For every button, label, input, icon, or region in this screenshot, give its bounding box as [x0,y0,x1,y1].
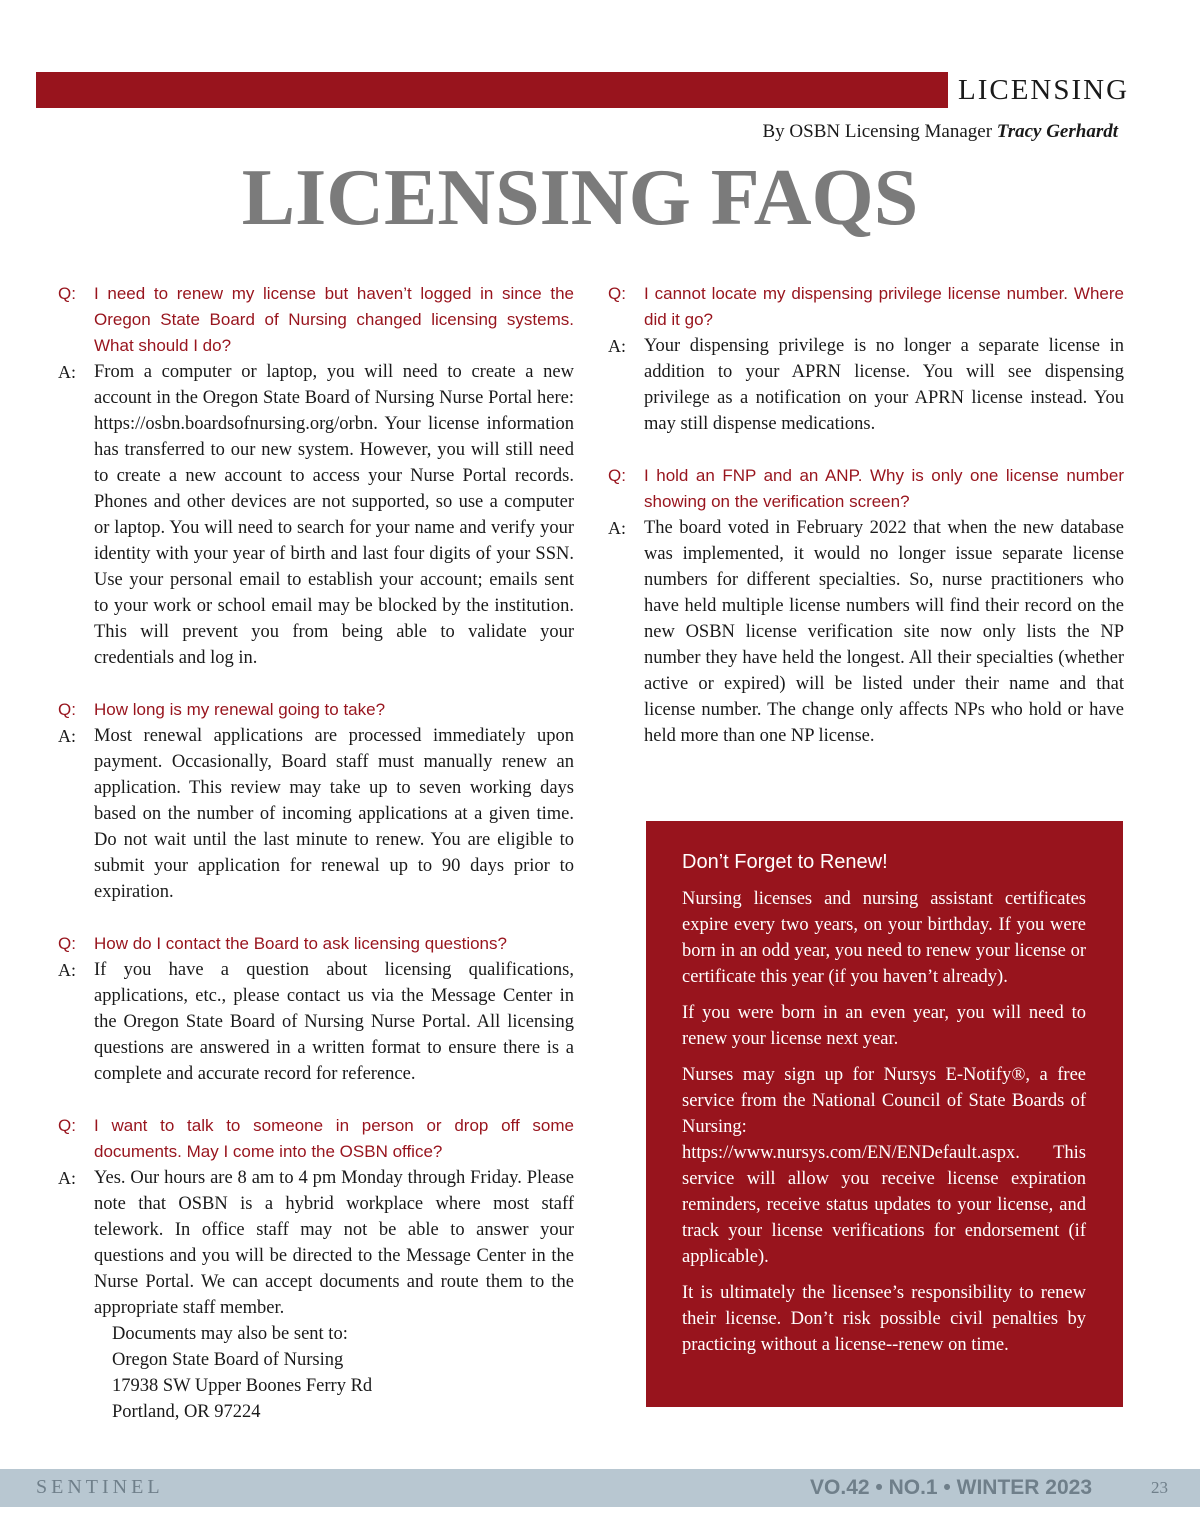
address-line: Portland, OR 97224 [112,1402,261,1422]
answer-text: If you have a question about licensing qualifications, applications, etc., please contact us via the Message Center in the Oregon State Board of Nursing Nurse Portal. All licensing questions are answered in a written format to ensure there is a complete and accurate record for reference. [94,960,574,1084]
question [608,281,1124,333]
question-label: Q: [58,700,76,719]
question [58,931,574,957]
byline-prefix: By OSBN Licensing Manager [762,121,993,142]
answer-label: A: [608,518,626,538]
question-text: I want to talk to someone in person or drop off some documents. May I come into the OSBN office? [94,1116,574,1161]
footer-issue: VO.42 • NO.1 • WINTER 2023 [810,1476,1092,1499]
answer-label: A: [608,336,626,356]
answer-text: The board voted in February 2022 that when the new database was implemented, it would no longer issue separate license numbers for different specialties. So, nurse practitioners who have held multiple license numbers will find their record on the new OSBN license verification site now only lists the NP number they have held the longest. All their specialties (whether active or expired) will be listed under their name and that license number. The change only affects NPs who hold or have held more than one NP license. [644,518,1124,746]
footer-brand: SENTINEL [36,1476,164,1498]
answer [58,957,574,1087]
faq-item [608,281,1124,437]
faq-item [58,1113,574,1425]
box-paragraph: If you were born in an even year, you will need to renew your license next year. [682,1003,1086,1049]
mailing-address [112,1321,574,1425]
answer-text: Yes. Our hours are 8 am to 4 pm Monday through Friday. Please note that OSBN is a hybrid workplace where most staff telework. In office staff may not be able to answer your questions and you will be directed to the Message Center in the Nurse Portal. We can accept documents and route them to the appropriate staff member. [94,1168,574,1318]
question [58,281,574,359]
question-label: Q: [608,466,626,485]
answer-text: Most renewal applications are processed immediately upon payment. Occasionally, Board staff must manually renew an application. This review may take up to seven working days based on the number of incoming applications at a given time. Do not wait until the last minute to renew. You are eligible to submit your application for renewal up to 90 days prior to expiration. [94,726,574,902]
question-text: I hold an FNP and an ANP. Why is only one license number showing on the verification screen? [644,466,1124,511]
question [58,697,574,723]
byline [762,121,1118,143]
left-column [58,281,574,1425]
address-line: Documents may also be sent to: [112,1324,348,1344]
answer [608,515,1124,749]
question-label: Q: [58,934,76,953]
section-label: LICENSING [958,74,1130,106]
header-accent-bar [36,72,948,108]
right-column [608,281,1124,775]
answer-label: A: [58,362,76,382]
answer [58,723,574,905]
question-label: Q: [58,1116,76,1135]
address-line: 17938 SW Upper Boones Ferry Rd [112,1376,373,1396]
question [608,463,1124,515]
renewal-reminder-box [646,821,1123,1407]
answer [58,359,574,671]
answer-text: From a computer or laptop, you will need to create a new account in the Oregon State Board of Nursing Nurse Portal here: https://osbn.boardsofnursing.org/orbn. Your license information has transferred to our new system. However, you will still need to create a new account to access your Nurse Portal records. Phones and other devices are not supported, so use a computer or laptop. You will need to search for your name and verify your identity with your year of birth and last four digits of your SSN. Use your personal email to establish your account; emails sent to your work or school email may be blocked by the institution. This will prevent you from being able to validate your credentials and log in. [94,362,574,668]
question-text: I cannot locate my dispensing privilege license number. Where did it go? [644,284,1124,329]
box-paragraph: Nurses may sign up for Nursys E-Notify®, a free service from the National Council of State Boards of Nursing: https://www.nursys.com/EN/ENDefault.aspx. This service will allow you receive license expiration reminders, receive status updates to your license, and track your license verifications for endorsement (if applicable). [682,1065,1086,1267]
question-text: How long is my renewal going to take? [94,700,386,719]
question [58,1113,574,1165]
faq-item [58,281,574,671]
footer-bar [0,1469,1200,1507]
answer-label: A: [58,960,76,980]
answer-label: A: [58,726,76,746]
box-paragraph: Nursing licenses and nursing assistant certificates expire every two years, on your birthday. If you were born in an odd year, you need to renew your license or certificate this year (if you haven’t already). [682,889,1086,987]
question-label: Q: [58,284,76,303]
byline-author: Tracy Gerhardt [996,121,1118,142]
answer-text: Your dispensing privilege is no longer a separate license in addition to your APRN license. You will see dispensing privilege as a notification on your APRN license instead. You may still dispense medications. [644,336,1124,434]
page-title: LICENSING FAQS [241,154,919,242]
page-number: 23 [1151,1478,1168,1497]
box-paragraph: It is ultimately the licensee’s responsibility to renew their license. Don’t risk possible civil penalties by practicing without a license--renew on time. [682,1283,1086,1355]
answer-label: A: [58,1168,76,1188]
question-text: How do I contact the Board to ask licensing questions? [94,934,507,953]
faq-item [608,463,1124,749]
answer [58,1165,574,1321]
answer [608,333,1124,437]
faq-item [58,931,574,1087]
question-text: I need to renew my license but haven’t logged in since the Oregon State Board of Nursing changed licensing systems. What should I do? [94,284,574,355]
question-label: Q: [608,284,626,303]
address-line: Oregon State Board of Nursing [112,1350,344,1370]
box-title: Don’t Forget to Renew! [682,851,888,873]
faq-item [58,697,574,905]
